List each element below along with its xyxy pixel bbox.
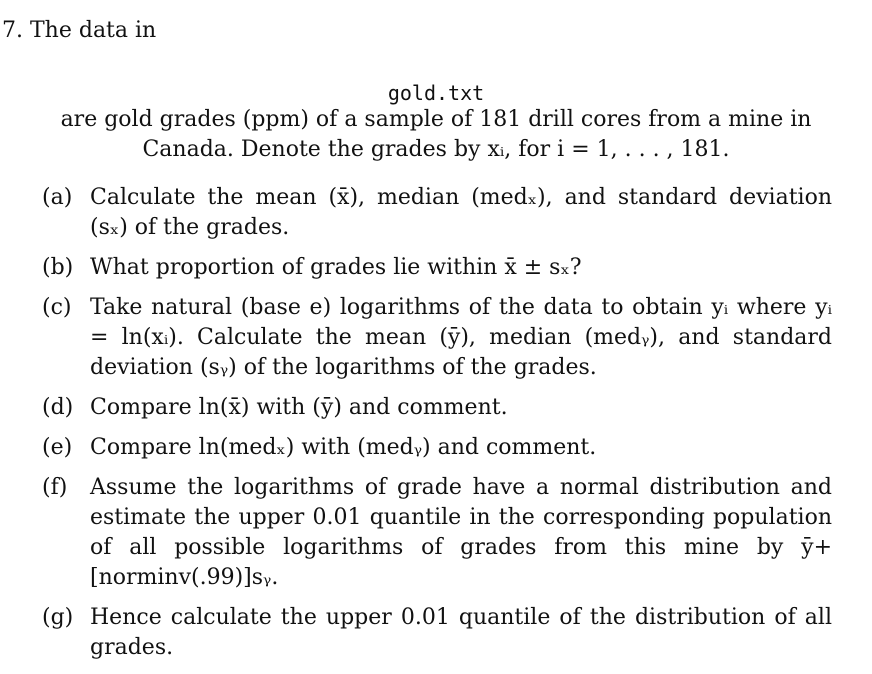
subquestion-e	[42, 433, 832, 463]
subquestion-text: Take natural (base e) logarithms of the data to obtain yᵢ where yᵢ = ln(xᵢ). Calculate the mean (ȳ), median (medᵧ), and standard deviation (sᵧ) of the logarithms of the grades.	[90, 295, 832, 380]
subquestion-c	[42, 293, 832, 383]
question-number: 7.	[2, 18, 23, 43]
subquestion-text: Compare ln(x̄) with (ȳ) and comment.	[90, 395, 508, 420]
subquestion-list	[42, 183, 832, 673]
subquestion-text: Assume the logarithms of grade have a normal distribution and estimate the upper 0.01 quantile in the corresponding population of all possible logarithms of grades from this mine by ȳ+[norminv(.99)]sᵧ.	[90, 475, 832, 590]
subquestion-g	[42, 603, 832, 663]
subquestion-label: (d)	[42, 395, 74, 420]
subquestion-a	[42, 183, 832, 243]
subquestion-label: (f)	[42, 475, 68, 500]
subquestion-label: (e)	[42, 435, 73, 460]
description-line-1: are gold grades (ppm) of a sample of 181 drill cores from a mine in	[60, 107, 812, 132]
subquestion-text: Calculate the mean (x̄), median (medₓ), and standard deviation (sₓ) of the grades.	[90, 185, 832, 240]
subquestion-f	[42, 473, 832, 593]
subquestion-d	[42, 393, 832, 423]
description-line-2: Canada. Denote the grades by xᵢ, for i = 1, . . . , 181.	[142, 137, 730, 162]
question-heading	[2, 16, 156, 46]
subquestion-b	[42, 253, 832, 283]
data-filename: gold.txt	[387, 81, 485, 105]
subquestion-label: (g)	[42, 605, 74, 630]
question-intro: The data in	[30, 18, 157, 43]
subquestion-text: What proportion of grades lie within x̄ ± sₓ?	[90, 255, 582, 280]
subquestion-label: (b)	[42, 255, 74, 280]
subquestion-label: (c)	[42, 295, 72, 320]
subquestion-label: (a)	[42, 185, 73, 210]
subquestion-text: Compare ln(medₓ) with (medᵧ) and comment.	[90, 435, 597, 460]
subquestion-text: Hence calculate the upper 0.01 quantile of the distribution of all grades.	[90, 605, 832, 660]
